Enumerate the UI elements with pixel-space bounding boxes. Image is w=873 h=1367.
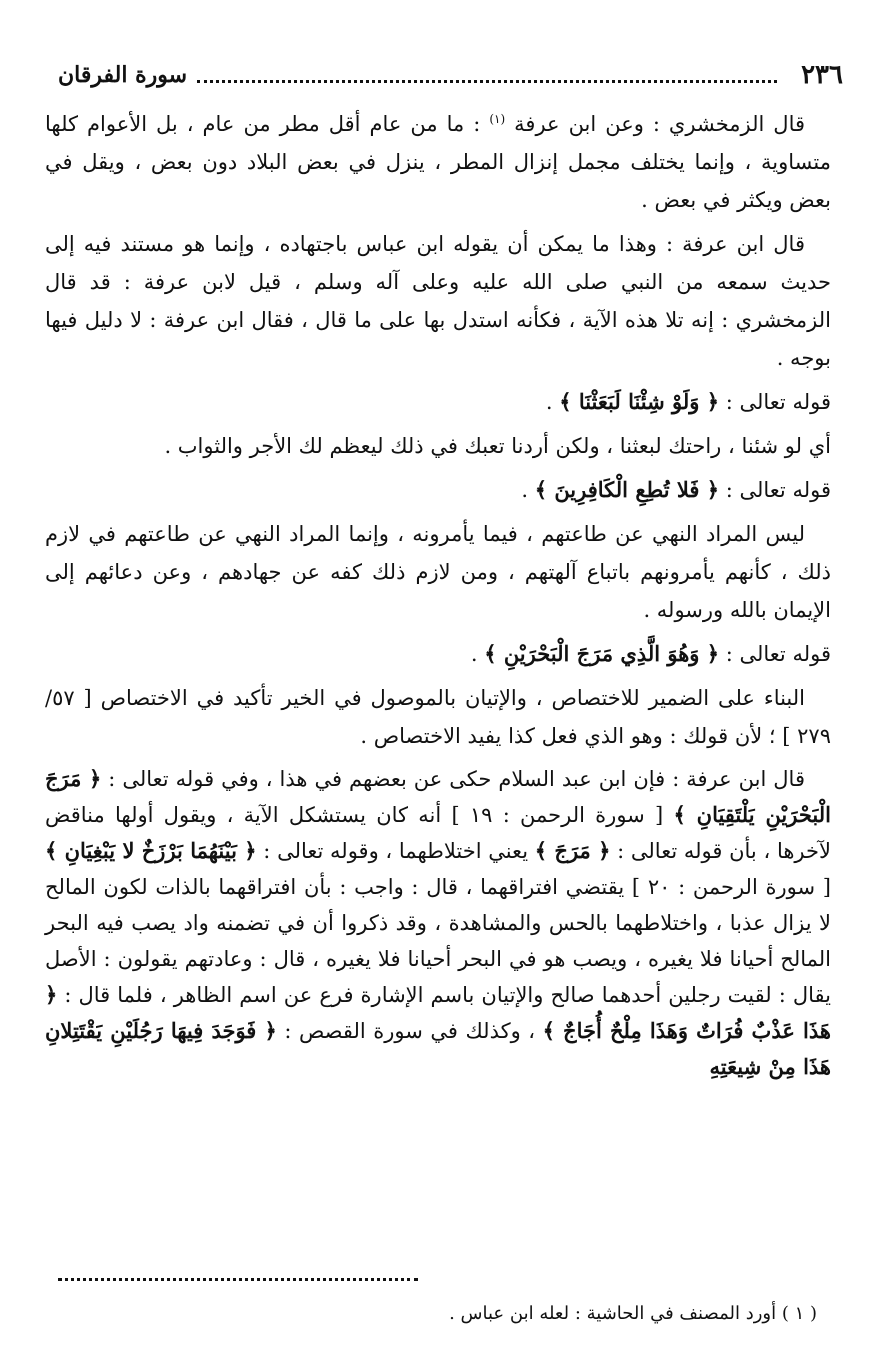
paragraph-6-text-c: يعني اختلاطهما ، وقوله تعالى : [263, 839, 529, 863]
verse-heading-3 [45, 635, 831, 673]
paragraph-2-text: قال ابن عرفة : وهذا ما يمكن أن يقوله ابن عباس باجتهاده ، وإنما هو مستند فيه إلى حديث سمعه من النبي صلى الله عليه وعلى آله وسلم ، قيل لابن عرفة : قد قال الزمخشري : إنه تلا هذه الآية ، فكأنه استدل بها على ما قال ، فقال ابن عرفة : لا دليل فيها بوجه . [45, 232, 831, 370]
verse-lead: قوله تعالى : [725, 478, 831, 502]
paragraph-4 [45, 515, 831, 629]
quran-verse: ﴿ فَوَجَدَ فِيهَا رَجُلَيْنِ يَقْتَتِلانِ هَذَا مِنْ شِيعَتِهِ [45, 1018, 831, 1079]
footnote-reference: (١) [489, 112, 506, 126]
quran-verse: ﴿ وَلَوْ شِئْنَا لَبَعَثْنَا ﴾ [559, 389, 720, 414]
paragraph-6-text-a: قال ابن عرفة : فإن ابن عبد السلام حكى عن بعضهم في هذا ، وفي قوله تعالى : [108, 767, 805, 791]
verse-heading-2 [45, 471, 831, 509]
page-number: ٢٣٦ [801, 60, 843, 90]
paragraph-6-text-e: ، وكذلك في سورة القصص : [284, 1019, 536, 1043]
quran-verse: ﴿ هَذَا عَذْبٌ فُرَاتٌ وَهَذَا مِلْحٌ أُجَاجٌ ﴾ [45, 982, 831, 1043]
verse-end: . [521, 478, 529, 502]
paragraph-1-rest: : ما من عام أقل مطر من عام ، بل الأعوام كلها متساوية ، وإنما يختلف مجمل إنزال المطر ، ينزل في بعض البلاد دون بعض ، ويقل في بعض ويكثر في بعض . [45, 112, 831, 212]
paragraph-3 [45, 427, 831, 465]
footnote-separator [58, 1278, 418, 1281]
quran-verse: ﴿ مَرَجَ ﴾ [534, 838, 611, 863]
quran-verse: ﴿ فَلا تُطِعِ الْكَافِرِينَ ﴾ [534, 477, 720, 502]
paragraph-5-text: البناء على الضمير للاختصاص ، والإتيان بالموصول في الخير تأكيد في الاختصاص [ ٥٧/ ٢٧٩ ] ؛ لأن قولك : وهو الذي فعل كذا يفيد الاختصاص . [45, 686, 831, 748]
verse-end: . [545, 390, 553, 414]
verse-heading-1 [45, 383, 831, 421]
verse-lead: قوله تعالى : [725, 642, 831, 666]
paragraph-1 [45, 100, 831, 219]
paragraph-6 [45, 761, 831, 1085]
quran-verse: ﴿ وَهُوَ الَّذِي مَرَجَ الْبَحْرَيْنِ ﴾ [484, 641, 720, 666]
paragraph-2 [45, 225, 831, 377]
paragraph-6-text-d: [ سورة الرحمن : ٢٠ ] يقتضي افتراقهما ، قال : واجب : بأن افتراقهما بالذات لكون المالح لا يزال عذبا ، واختلاطهما بالحس والمشاهدة ، وقد ذكروا أن في تضمنه واد يصب فيه البحر المالح أحيانا فلا يغيره ، ويصب هو في البحر أحيانا فلا يغيره ، قال : وعادتهم يقولون : الأصل يقال : لقيت رجلين أحدهما صالح والإتيان باسم الإشارة فرع عن اسم الظاهر ، فلما قال : [45, 875, 831, 1007]
paragraph-1-text: قال الزمخشري : وعن ابن عرفة [514, 112, 805, 136]
footnote: ( ١ ) أورد المصنف في الحاشية : لعله ابن عباس . [449, 1303, 817, 1324]
verse-lead: قوله تعالى : [725, 390, 831, 414]
quran-verse: ﴿ مَرَجَ الْبَحْرَيْنِ يَلْتَقِيَانِ ﴾ [45, 766, 831, 827]
paragraph-4-text: ليس المراد النهي عن طاعتهم ، فيما يأمرونه ، وإنما المراد النهي عن طاعتهم في لازم ذلك ، كأنهم يأمرونهم باتباع آلهتهم ، ومن لازم ذلك كفه عن جهادهم ، وعن دعائهم إلى الإيمان بالله ورسوله . [45, 522, 831, 622]
quran-verse: ﴿ بَيْنَهُمَا بَرْزَخٌ لا يَبْغِيَانِ ﴾ [45, 838, 257, 863]
page-body [45, 100, 831, 1091]
sura-title: سورة الفرقان [58, 62, 188, 88]
header-dotted-rule [197, 80, 777, 83]
paragraph-6-text-b: [ سورة الرحمن : ١٩ ] أنه كان يستشكل الآية ، ويقول أولها مناقض لآخرها ، بأن قوله تعالى : [45, 803, 831, 863]
paragraph-3-text: أي لو شئنا ، راحتك لبعثنا ، ولكن أردنا تعبك في ذلك ليعظم لك الأجر والثواب . [164, 434, 831, 458]
verse-end: . [470, 642, 478, 666]
page-header [58, 58, 843, 92]
paragraph-5 [45, 679, 831, 755]
